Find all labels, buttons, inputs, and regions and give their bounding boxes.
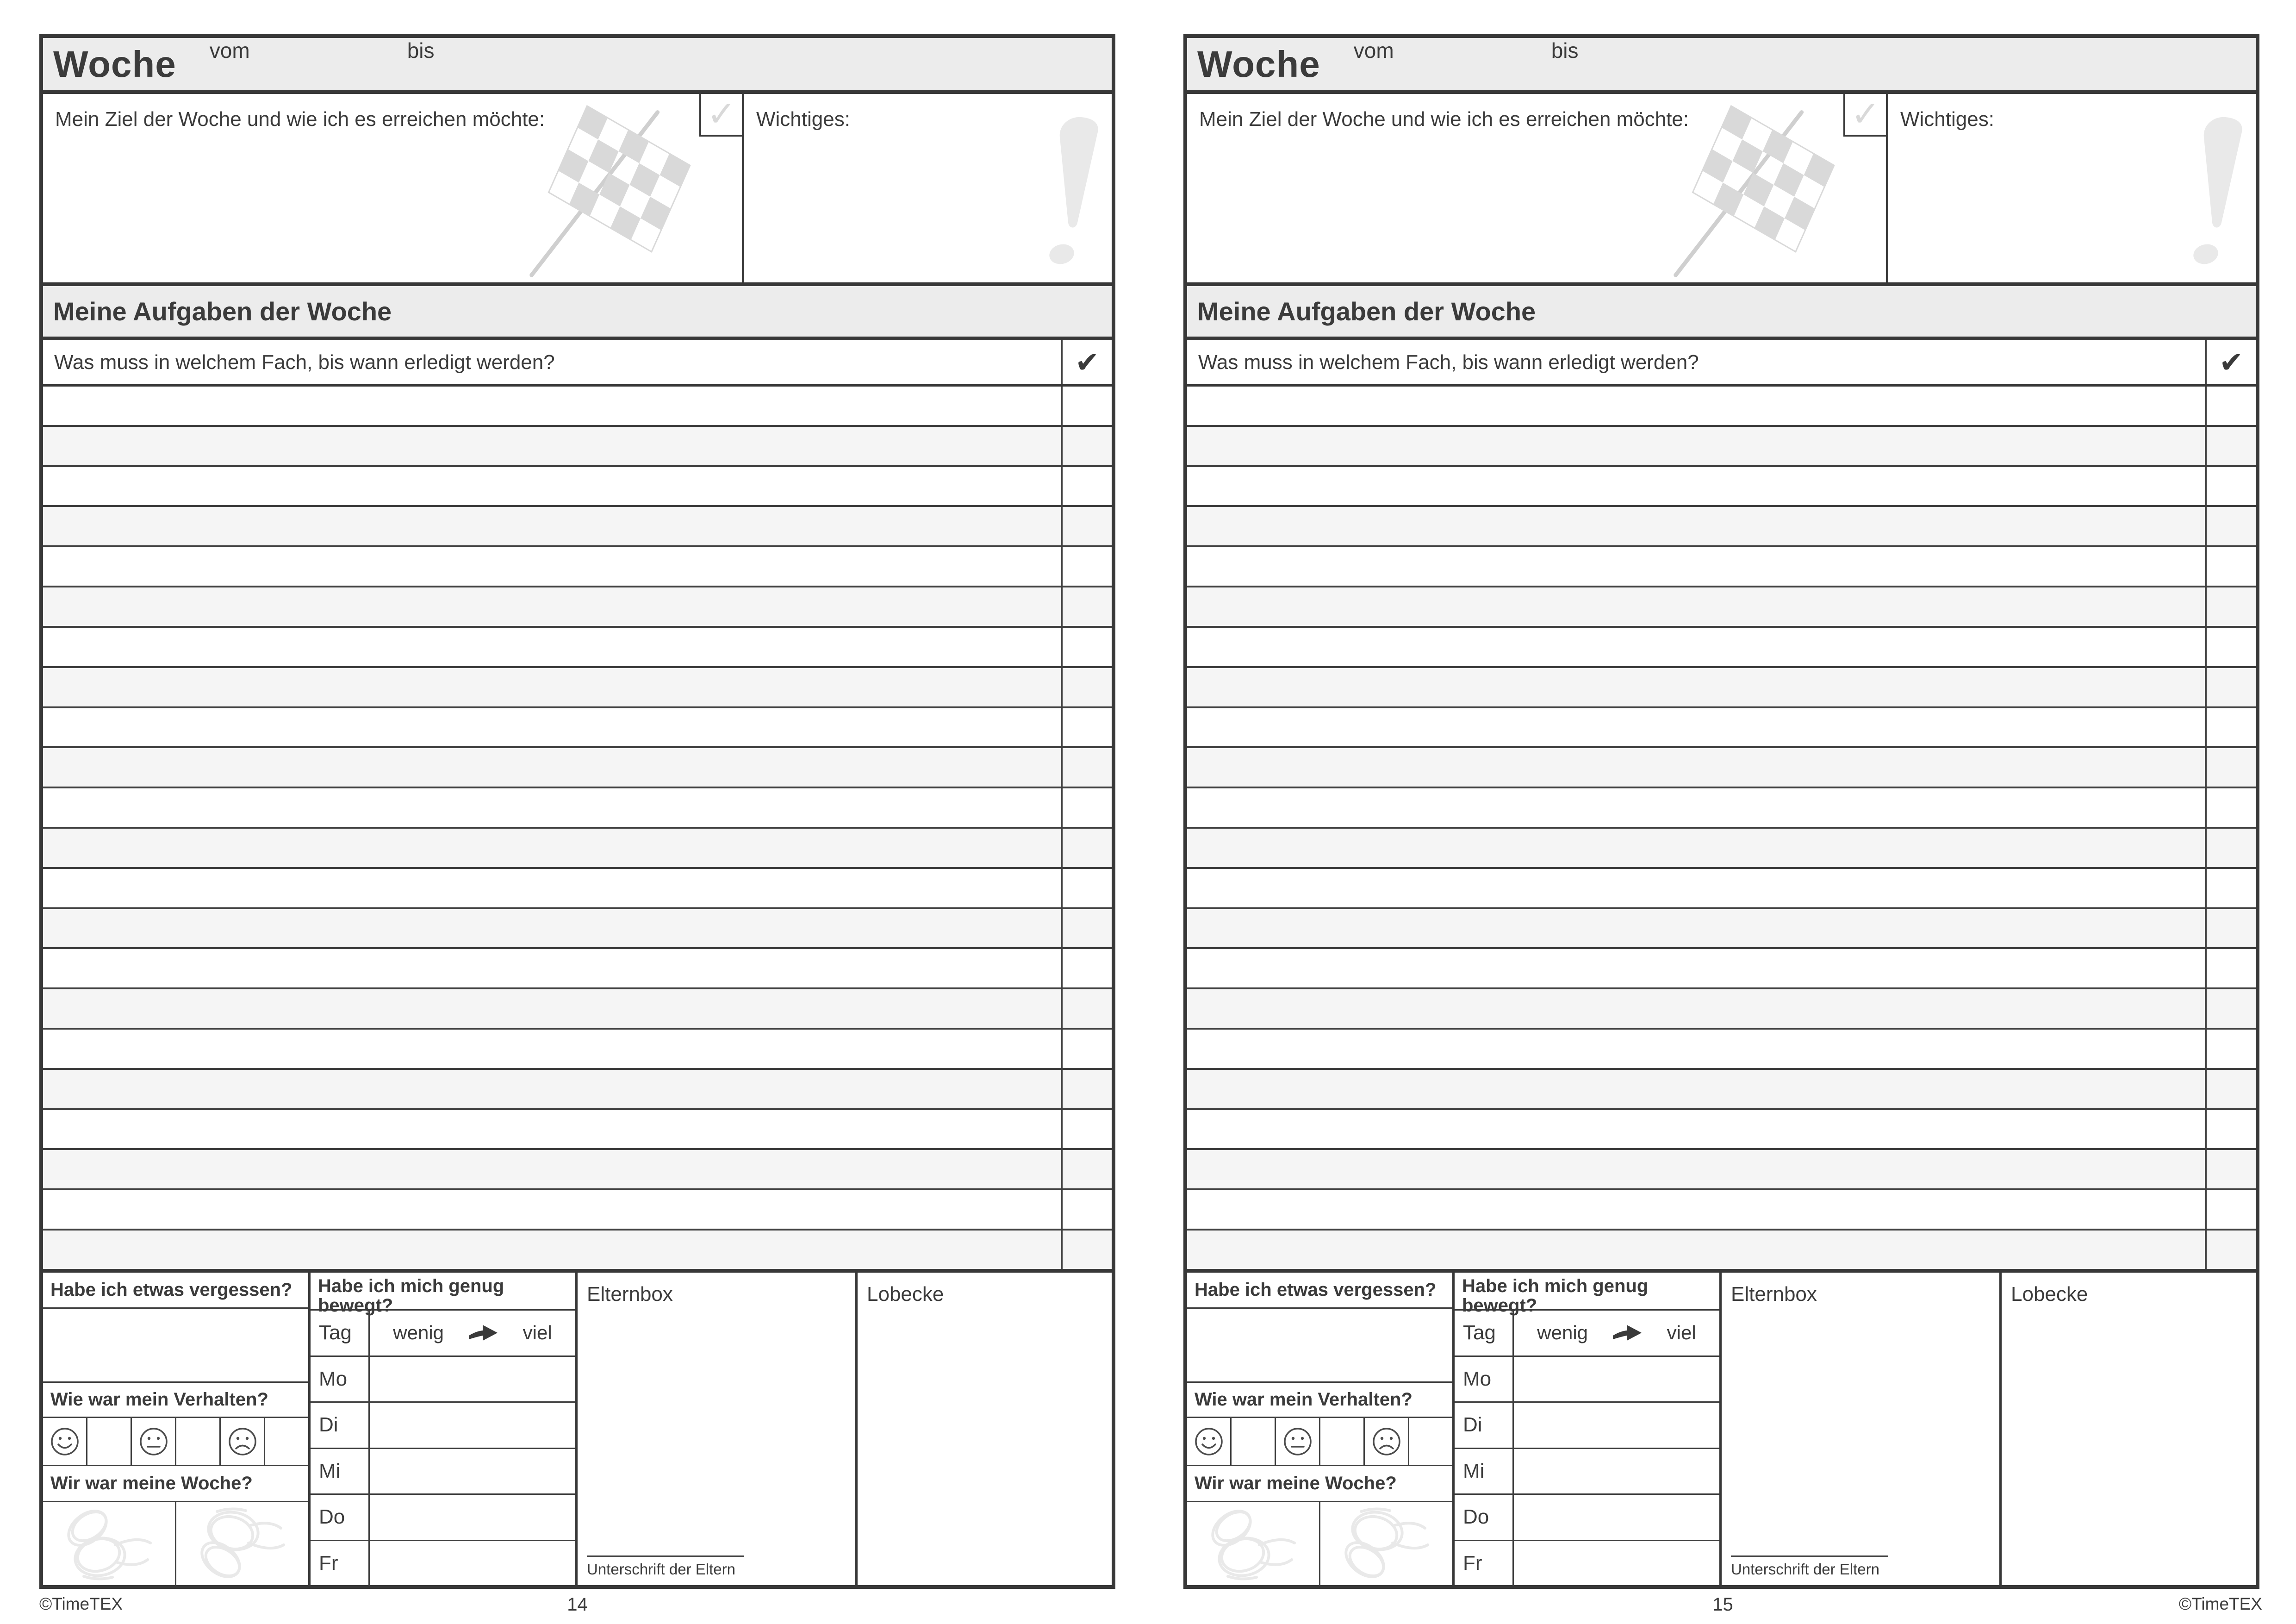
forgotten-title: Habe ich etwas vergessen? (43, 1273, 308, 1309)
table-row[interactable] (1187, 628, 2256, 668)
important-box[interactable] (1888, 94, 2256, 282)
planner-page-left (39, 34, 1115, 1589)
task-cell[interactable] (1187, 387, 2205, 425)
brand-credit: ©TimeTEX (2178, 1594, 2262, 1613)
task-cell[interactable] (43, 869, 1061, 907)
table-row[interactable] (1187, 829, 2256, 869)
task-cell[interactable] (43, 427, 1061, 465)
task-check-cell[interactable] (2205, 1150, 2256, 1188)
table-row[interactable] (43, 547, 1112, 587)
forgotten-write-area[interactable] (1187, 1309, 1452, 1383)
table-row[interactable] (43, 788, 1112, 829)
exercise-day-row (311, 1403, 575, 1449)
task-check-cell[interactable] (1061, 668, 1112, 706)
table-row[interactable] (1187, 1070, 2256, 1110)
task-cell[interactable] (43, 708, 1061, 747)
table-row[interactable] (43, 1230, 1112, 1269)
task-cell[interactable] (1187, 1230, 2205, 1269)
exercise-day-value-cell[interactable] (1514, 1541, 1719, 1586)
table-row[interactable] (1187, 507, 2256, 547)
task-check-cell[interactable] (2205, 467, 2256, 506)
week-from-label: vom (209, 38, 250, 62)
task-check-cell[interactable] (2205, 1110, 2256, 1149)
exercise-title: Habe ich mich genug bewegt? (1455, 1273, 1719, 1311)
goal-important-row (43, 94, 1112, 286)
parents-box[interactable] (578, 1273, 858, 1586)
table-row[interactable] (1187, 547, 2256, 587)
parents-box[interactable] (1722, 1273, 2002, 1586)
task-cell[interactable] (43, 1030, 1061, 1068)
praise-box[interactable] (858, 1273, 1112, 1586)
task-check-cell[interactable] (2205, 748, 2256, 787)
tasks-table-body (1187, 387, 2256, 1273)
task-check-cell[interactable] (1061, 507, 1112, 545)
task-cell[interactable] (43, 387, 1061, 425)
smiley-happy-icon (43, 1418, 87, 1465)
table-row[interactable] (43, 587, 1112, 628)
table-row[interactable] (43, 909, 1112, 949)
check-icon: ✔ (1075, 347, 1099, 379)
behavior-choice-neutral[interactable] (176, 1418, 221, 1465)
task-check-cell[interactable] (2205, 869, 2256, 907)
forgotten-title: Habe ich etwas vergessen? (1187, 1273, 1452, 1309)
forgotten-write-area[interactable] (43, 1309, 308, 1383)
tasks-header-question: Was muss in welchem Fach, bis wann erledigt werden? (1198, 350, 1699, 374)
behavior-rating-row (1187, 1418, 1452, 1466)
task-check-cell[interactable] (1061, 1190, 1112, 1229)
task-check-cell[interactable] (2205, 1230, 2256, 1269)
task-cell[interactable] (43, 628, 1061, 666)
exercise-day-label: Do (311, 1495, 370, 1540)
praise-box-label: Lobecke (2011, 1283, 2088, 1305)
behavior-choice-happy[interactable] (1232, 1418, 1276, 1465)
signature-label: Unterschrift der Eltern (1731, 1561, 1879, 1578)
exercise-scale (1514, 1311, 1719, 1355)
exercise-day-row (1455, 1495, 1719, 1541)
parents-box-label: Elternbox (1731, 1283, 1817, 1305)
task-check-cell[interactable] (1061, 708, 1112, 747)
task-cell[interactable] (1187, 829, 2205, 867)
task-cell[interactable] (1187, 1070, 2205, 1108)
task-cell[interactable] (43, 668, 1061, 706)
tasks-table-header (43, 340, 1112, 387)
task-check-cell[interactable] (2205, 949, 2256, 987)
tasks-section-bar (43, 286, 1112, 340)
weekly-goal-label: Mein Ziel der Woche und wie ich es erreichen möchte: (1199, 108, 1689, 131)
thumbs-down-cell[interactable] (1320, 1502, 1452, 1586)
task-cell[interactable] (1187, 427, 2205, 465)
exclamation-watermark-icon (1036, 115, 1105, 268)
task-cell[interactable] (43, 788, 1061, 827)
week-title: Woche (1197, 44, 1320, 85)
exercise-day-row (311, 1495, 575, 1541)
table-row[interactable] (1187, 1110, 2256, 1150)
task-cell[interactable] (43, 1230, 1061, 1269)
exercise-header-row (1455, 1311, 1719, 1357)
table-row[interactable] (43, 989, 1112, 1030)
checkbox-check-icon: ✓ (707, 94, 736, 134)
signature-label: Unterschrift der Eltern (587, 1561, 735, 1578)
tasks-check-column-header (1061, 340, 1112, 384)
table-row[interactable] (43, 1150, 1112, 1190)
table-row[interactable] (1187, 708, 2256, 749)
exercise-header-row (311, 1311, 575, 1357)
task-check-cell[interactable] (2205, 909, 2256, 948)
table-row[interactable] (43, 1110, 1112, 1150)
task-cell[interactable] (43, 507, 1061, 545)
exercise-day-label: Do (1455, 1495, 1514, 1540)
table-row[interactable] (43, 1030, 1112, 1070)
exercise-scale-low: wenig (1537, 1322, 1588, 1344)
exercise-day-value-cell[interactable] (1514, 1357, 1719, 1402)
table-row[interactable] (1187, 427, 2256, 467)
smiley-sad-icon (1365, 1418, 1409, 1465)
week-question-title: Wir war meine Woche? (43, 1466, 308, 1502)
exercise-day-row (1455, 1541, 1719, 1586)
task-cell[interactable] (43, 1110, 1061, 1149)
tasks-table-body (43, 387, 1112, 1273)
task-check-cell[interactable] (1061, 1150, 1112, 1188)
weekly-goal-label: Mein Ziel der Woche und wie ich es erreichen möchte: (55, 108, 545, 131)
task-check-cell[interactable] (1061, 547, 1112, 586)
weekly-goal-box[interactable] (1187, 94, 1888, 282)
behavior-rating-row (43, 1418, 308, 1466)
table-row[interactable] (43, 387, 1112, 427)
task-check-cell[interactable] (1061, 628, 1112, 666)
exercise-table (311, 1311, 575, 1586)
table-row[interactable] (43, 668, 1112, 708)
exercise-day-label: Mo (1455, 1357, 1514, 1402)
task-cell[interactable] (43, 1150, 1061, 1188)
task-check-cell[interactable] (2205, 708, 2256, 747)
goal-checkbox[interactable] (1843, 94, 1886, 137)
task-cell[interactable] (1187, 628, 2205, 666)
goal-important-row (1187, 94, 2256, 286)
table-row[interactable] (43, 748, 1112, 788)
task-check-cell[interactable] (2205, 1030, 2256, 1068)
exercise-day-value-cell[interactable] (1514, 1403, 1719, 1448)
task-cell[interactable] (1187, 668, 2205, 706)
exercise-scale-low: wenig (393, 1322, 444, 1344)
page-number-right: 15 (1712, 1594, 1733, 1615)
task-check-cell[interactable] (2205, 547, 2256, 586)
thumbs-down-cell[interactable] (176, 1502, 308, 1586)
thumbs-up-cell[interactable] (43, 1502, 176, 1586)
task-cell[interactable] (43, 989, 1061, 1028)
task-cell[interactable] (1187, 788, 2205, 827)
exercise-scale-high: viel (523, 1322, 552, 1344)
task-check-cell[interactable] (2205, 387, 2256, 425)
table-row[interactable] (43, 1190, 1112, 1230)
task-check-cell[interactable] (1061, 1030, 1112, 1068)
task-cell[interactable] (1187, 587, 2205, 626)
exercise-box (1455, 1273, 1722, 1586)
table-row[interactable] (43, 507, 1112, 547)
exercise-day-label: Fr (1455, 1541, 1514, 1586)
important-label: Wichtiges: (1900, 108, 1994, 131)
table-row[interactable] (1187, 1190, 2256, 1230)
exercise-box (311, 1273, 578, 1586)
task-cell[interactable] (43, 1070, 1061, 1108)
table-row[interactable] (43, 829, 1112, 869)
tasks-header-question: Was muss in welchem Fach, bis wann erledigt werden? (54, 350, 555, 374)
behavior-title: Wie war mein Verhalten? (1187, 1383, 1452, 1418)
week-title: Woche (53, 44, 176, 85)
task-check-cell[interactable] (1061, 467, 1112, 506)
task-cell[interactable] (1187, 1190, 2205, 1229)
smiley-neutral-icon (1276, 1418, 1320, 1465)
table-row[interactable] (1187, 1030, 2256, 1070)
week-rating-row (43, 1502, 308, 1586)
exercise-day-row (311, 1449, 575, 1495)
checkbox-check-icon: ✓ (1851, 94, 1880, 134)
task-check-cell[interactable] (1061, 427, 1112, 465)
week-to-label: bis (407, 38, 435, 62)
task-check-cell[interactable] (1061, 748, 1112, 787)
table-row[interactable] (1187, 387, 2256, 427)
exercise-day-label: Fr (311, 1541, 370, 1586)
week-header-bar (43, 38, 1112, 94)
exercise-day-row (311, 1357, 575, 1403)
behavior-choice-neutral[interactable] (1320, 1418, 1365, 1465)
praise-box[interactable] (2002, 1273, 2256, 1586)
exercise-day-row (1455, 1357, 1719, 1403)
task-cell[interactable] (43, 1190, 1061, 1229)
table-row[interactable] (1187, 949, 2256, 989)
task-check-cell[interactable] (2205, 427, 2256, 465)
important-box[interactable] (744, 94, 1112, 282)
task-check-cell[interactable] (1061, 989, 1112, 1028)
task-cell[interactable] (43, 467, 1061, 506)
page-number-left: 14 (567, 1594, 588, 1615)
exercise-day-label: Mo (311, 1357, 370, 1402)
task-check-cell[interactable] (2205, 788, 2256, 827)
week-question-title: Wir war meine Woche? (1187, 1466, 1452, 1502)
exercise-scale (370, 1311, 575, 1355)
task-check-cell[interactable] (1061, 909, 1112, 948)
task-cell[interactable] (1187, 989, 2205, 1028)
task-check-cell[interactable] (1061, 587, 1112, 626)
table-row[interactable] (43, 869, 1112, 909)
task-check-cell[interactable] (1061, 1070, 1112, 1108)
task-cell[interactable] (43, 909, 1061, 948)
task-check-cell[interactable] (1061, 829, 1112, 867)
week-header-bar (1187, 38, 2256, 94)
bottom-section (43, 1273, 1112, 1586)
exercise-day-value-cell[interactable] (370, 1403, 575, 1448)
exclamation-watermark-icon (2180, 115, 2249, 268)
table-row[interactable] (1187, 1230, 2256, 1269)
task-cell[interactable] (1187, 949, 2205, 987)
check-icon: ✔ (2219, 347, 2243, 379)
table-row[interactable] (43, 1070, 1112, 1110)
task-check-cell[interactable] (1061, 949, 1112, 987)
goal-checkbox[interactable] (699, 94, 742, 137)
table-row[interactable] (1187, 587, 2256, 628)
praise-box-label: Lobecke (867, 1283, 944, 1305)
thumbs-up-cell[interactable] (1187, 1502, 1320, 1586)
signature-line (587, 1555, 744, 1557)
behavior-choice-sad[interactable] (265, 1418, 308, 1465)
exercise-day-label: Mi (311, 1449, 370, 1494)
task-cell[interactable] (1187, 547, 2205, 586)
week-to-label: bis (1551, 38, 1579, 62)
table-row[interactable] (1187, 989, 2256, 1030)
task-cell[interactable] (1187, 1150, 2205, 1188)
task-cell[interactable] (43, 829, 1061, 867)
task-check-cell[interactable] (1061, 869, 1112, 907)
smiley-happy-icon (1187, 1418, 1232, 1465)
table-row[interactable] (43, 467, 1112, 507)
behavior-title: Wie war mein Verhalten? (43, 1383, 308, 1418)
smiley-neutral-icon (132, 1418, 176, 1465)
task-check-cell[interactable] (2205, 668, 2256, 706)
exercise-day-value-cell[interactable] (370, 1541, 575, 1586)
smiley-sad-icon (221, 1418, 265, 1465)
table-row[interactable] (1187, 467, 2256, 507)
task-check-cell[interactable] (1061, 1230, 1112, 1269)
exercise-scale-high: viel (1667, 1322, 1696, 1344)
task-check-cell[interactable] (2205, 1070, 2256, 1108)
weekly-goal-box[interactable] (43, 94, 744, 282)
task-cell[interactable] (43, 949, 1061, 987)
important-label: Wichtiges: (756, 108, 850, 131)
arrow-right-icon (467, 1323, 499, 1343)
task-cell[interactable] (1187, 507, 2205, 545)
thumbs-up-icon (1200, 1502, 1307, 1586)
task-cell[interactable] (1187, 1030, 2205, 1068)
behavior-choice-sad[interactable] (1409, 1418, 1452, 1465)
exercise-table (1455, 1311, 1719, 1586)
exercise-day-label: Mi (1455, 1449, 1514, 1494)
arrow-right-icon (1611, 1323, 1643, 1343)
forgotten-box (1187, 1273, 1455, 1586)
task-cell[interactable] (1187, 909, 2205, 948)
task-check-cell[interactable] (1061, 788, 1112, 827)
table-row[interactable] (1187, 748, 2256, 788)
table-row[interactable] (43, 427, 1112, 467)
exercise-day-col-label: Tag (1455, 1311, 1514, 1355)
week-rating-row (1187, 1502, 1452, 1586)
table-row[interactable] (1187, 788, 2256, 829)
task-cell[interactable] (1187, 708, 2205, 747)
thumbs-down-icon (1333, 1502, 1440, 1586)
signature-line (1731, 1555, 1888, 1557)
parents-box-label: Elternbox (587, 1283, 673, 1305)
task-cell[interactable] (1187, 1110, 2205, 1149)
tasks-table-header (1187, 340, 2256, 387)
table-row[interactable] (1187, 668, 2256, 708)
exercise-title: Habe ich mich genug bewegt? (311, 1273, 575, 1311)
task-check-cell[interactable] (2205, 507, 2256, 545)
table-row[interactable] (43, 949, 1112, 989)
thumbs-down-icon (189, 1502, 296, 1586)
table-row[interactable] (43, 708, 1112, 749)
task-cell[interactable] (1187, 467, 2205, 506)
table-row[interactable] (1187, 909, 2256, 949)
task-cell[interactable] (43, 587, 1061, 626)
exercise-day-row (1455, 1403, 1719, 1449)
exercise-day-value-cell[interactable] (370, 1357, 575, 1402)
task-cell[interactable] (1187, 869, 2205, 907)
exercise-day-label: Di (1455, 1403, 1514, 1448)
planner-page-right (1183, 34, 2259, 1589)
tasks-section-bar (1187, 286, 2256, 340)
tasks-section-title: Meine Aufgaben der Woche (53, 297, 392, 326)
table-row[interactable] (1187, 869, 2256, 909)
task-check-cell[interactable] (2205, 587, 2256, 626)
task-check-cell[interactable] (2205, 628, 2256, 666)
forgotten-box (43, 1273, 311, 1586)
exercise-day-row (311, 1541, 575, 1586)
task-cell[interactable] (43, 547, 1061, 586)
tasks-check-column-header (2205, 340, 2256, 384)
bottom-section (1187, 1273, 2256, 1586)
table-row[interactable] (43, 628, 1112, 668)
tasks-section-title: Meine Aufgaben der Woche (1197, 297, 1536, 326)
task-check-cell[interactable] (1061, 387, 1112, 425)
exercise-day-label: Di (311, 1403, 370, 1448)
exercise-day-row (1455, 1449, 1719, 1495)
table-row[interactable] (1187, 1150, 2256, 1190)
exercise-day-value-cell[interactable] (1514, 1495, 1719, 1540)
task-check-cell[interactable] (2205, 1190, 2256, 1229)
brand-credit: ©TimeTEX (39, 1594, 123, 1613)
week-from-label: vom (1353, 38, 1394, 62)
task-check-cell[interactable] (2205, 989, 2256, 1028)
task-cell[interactable] (1187, 748, 2205, 787)
task-cell[interactable] (43, 748, 1061, 787)
exercise-day-col-label: Tag (311, 1311, 370, 1355)
exercise-day-value-cell[interactable] (370, 1449, 575, 1494)
task-check-cell[interactable] (2205, 829, 2256, 867)
exercise-day-value-cell[interactable] (1514, 1449, 1719, 1494)
task-check-cell[interactable] (1061, 1110, 1112, 1149)
exercise-day-value-cell[interactable] (370, 1495, 575, 1540)
behavior-choice-happy[interactable] (87, 1418, 132, 1465)
thumbs-up-icon (56, 1502, 162, 1586)
